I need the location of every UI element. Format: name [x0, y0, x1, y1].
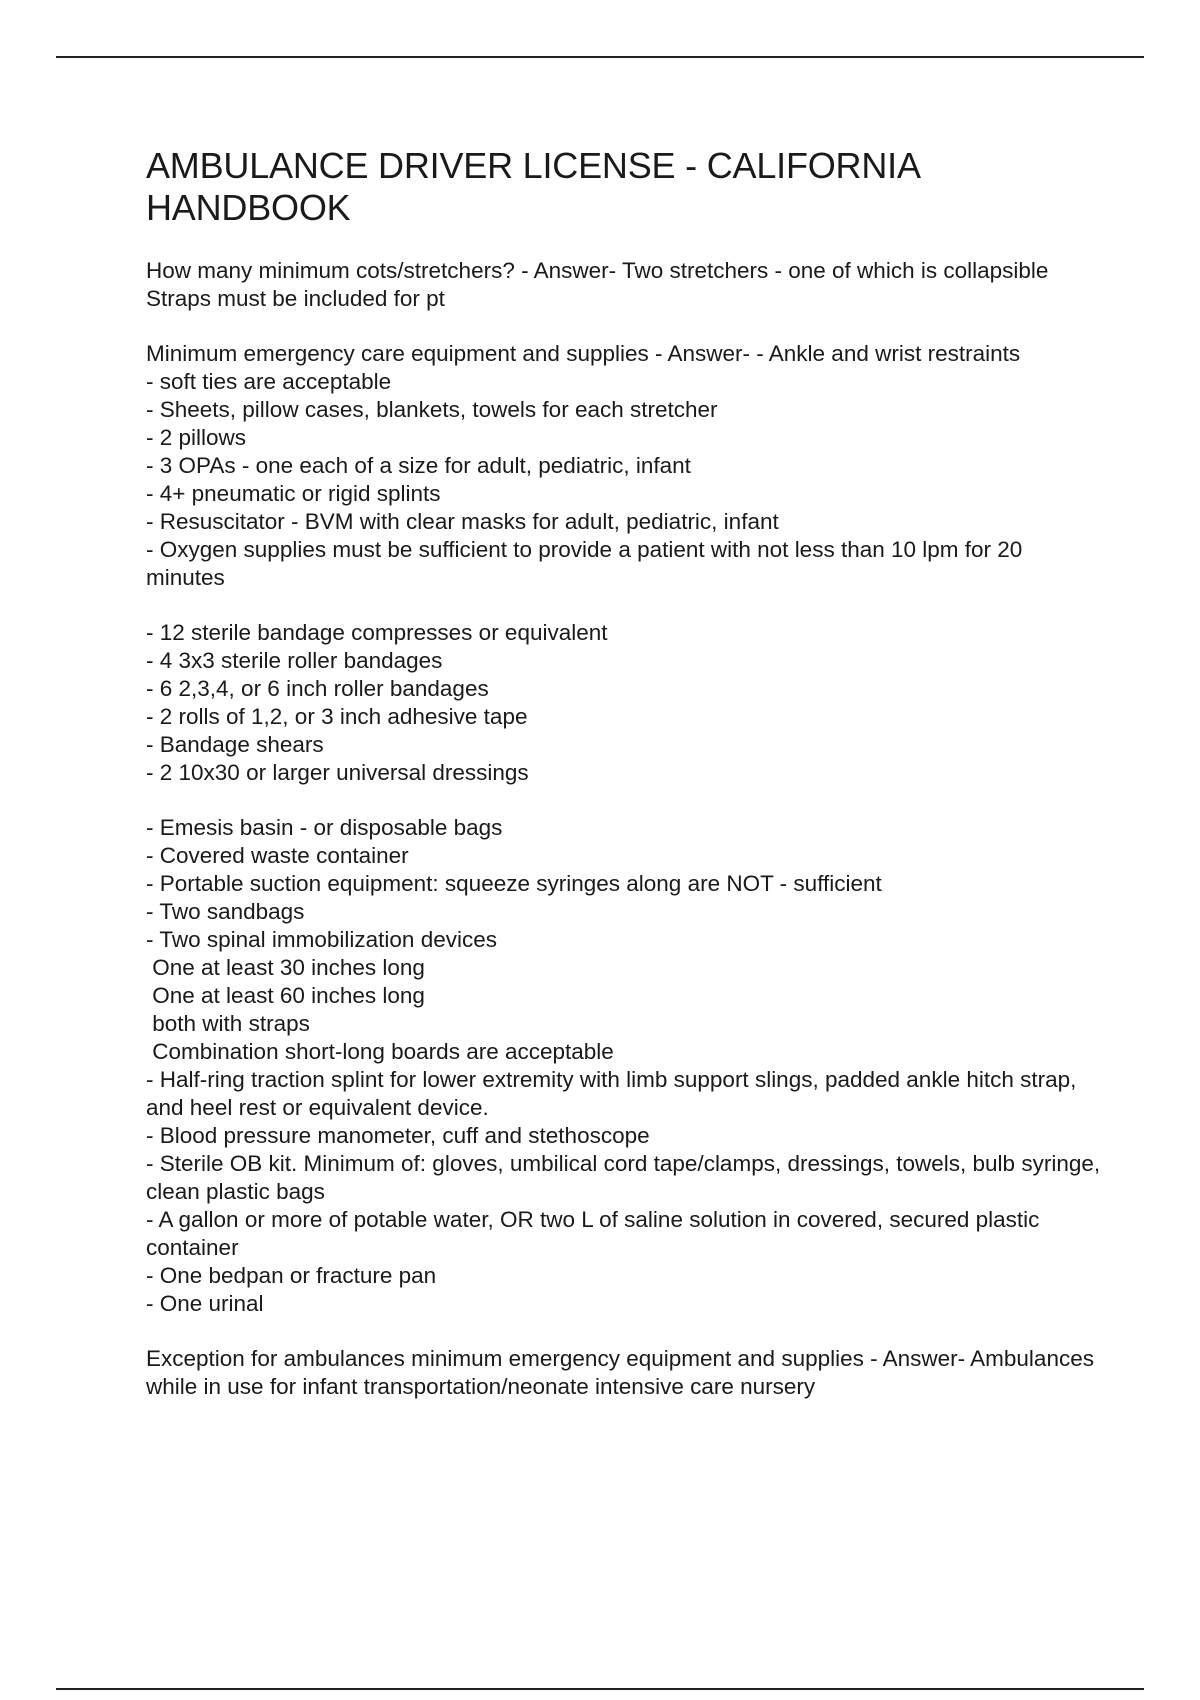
- text-line: How many minimum cots/stretchers? - Answer- Two stretchers - one of which is collapsible: [146, 258, 1049, 283]
- text-line: - Portable suction equipment: squeeze syringes along are NOT - sufficient: [146, 871, 882, 896]
- text-line: - One urinal: [146, 1291, 264, 1316]
- text-line: Minimum emergency care equipment and supplies - Answer- - Ankle and wrist restraints: [146, 341, 1021, 366]
- qa-block: [146, 619, 1106, 787]
- text-line: Straps must be included for pt: [146, 286, 445, 311]
- text-line: - 12 sterile bandage compresses or equivalent: [146, 620, 608, 645]
- text-line: - Oxygen supplies must be sufficient to provide a patient with not less than 10 lpm for 20 minutes: [146, 537, 1029, 590]
- document-body: [146, 145, 1106, 1428]
- qa-section: [146, 257, 1106, 1401]
- qa-block: [146, 340, 1106, 592]
- text-line: - One bedpan or fracture pan: [146, 1263, 437, 1288]
- text-line: One at least 60 inches long: [146, 983, 425, 1008]
- text-line: - Resuscitator - BVM with clear masks for adult, pediatric, infant: [146, 509, 779, 534]
- text-line: - Two sandbags: [146, 899, 305, 924]
- qa-block: [146, 257, 1106, 313]
- text-line: - 2 10x30 or larger universal dressings: [146, 760, 529, 785]
- text-line: - Sterile OB kit. Minimum of: gloves, umbilical cord tape/clamps, dressings, towels, bulb syringe, clean plastic bags: [146, 1151, 1107, 1204]
- text-line: One at least 30 inches long: [146, 955, 425, 980]
- text-line: - Half-ring traction splint for lower extremity with limb support slings, padded ankle hitch strap, and heel rest or equivalent device.: [146, 1067, 1083, 1120]
- text-line: - 4+ pneumatic or rigid splints: [146, 481, 441, 506]
- text-line: both with straps: [146, 1011, 310, 1036]
- text-line: - Bandage shears: [146, 732, 324, 757]
- qa-block: [146, 814, 1106, 1318]
- text-line: Exception for ambulances minimum emergency equipment and supplies - Answer- Ambulances while in use for infant transportation/neonate intensive care nursery: [146, 1346, 1101, 1399]
- text-line: - Emesis basin - or disposable bags: [146, 815, 503, 840]
- text-line: - 2 pillows: [146, 425, 247, 450]
- text-line: - 3 OPAs - one each of a size for adult, pediatric, infant: [146, 453, 691, 478]
- header-rule: [56, 56, 1144, 58]
- document-title: AMBULANCE DRIVER LICENSE - CALIFORNIA HANDBOOK: [146, 145, 919, 228]
- text-line: - Two spinal immobilization devices: [146, 927, 497, 952]
- text-line: - A gallon or more of potable water, OR two L of saline solution in covered, secured plastic container: [146, 1207, 1046, 1260]
- qa-block: [146, 1345, 1106, 1401]
- text-line: - 4 3x3 sterile roller bandages: [146, 648, 443, 673]
- text-line: - 2 rolls of 1,2, or 3 inch adhesive tape: [146, 704, 528, 729]
- text-line: - 6 2,3,4, or 6 inch roller bandages: [146, 676, 489, 701]
- text-line: - Sheets, pillow cases, blankets, towels for each stretcher: [146, 397, 718, 422]
- text-line: - soft ties are acceptable: [146, 369, 392, 394]
- footer-rule: [56, 1688, 1144, 1690]
- text-line: - Blood pressure manometer, cuff and stethoscope: [146, 1123, 650, 1148]
- text-line: Combination short-long boards are acceptable: [146, 1039, 614, 1064]
- text-line: - Covered waste container: [146, 843, 409, 868]
